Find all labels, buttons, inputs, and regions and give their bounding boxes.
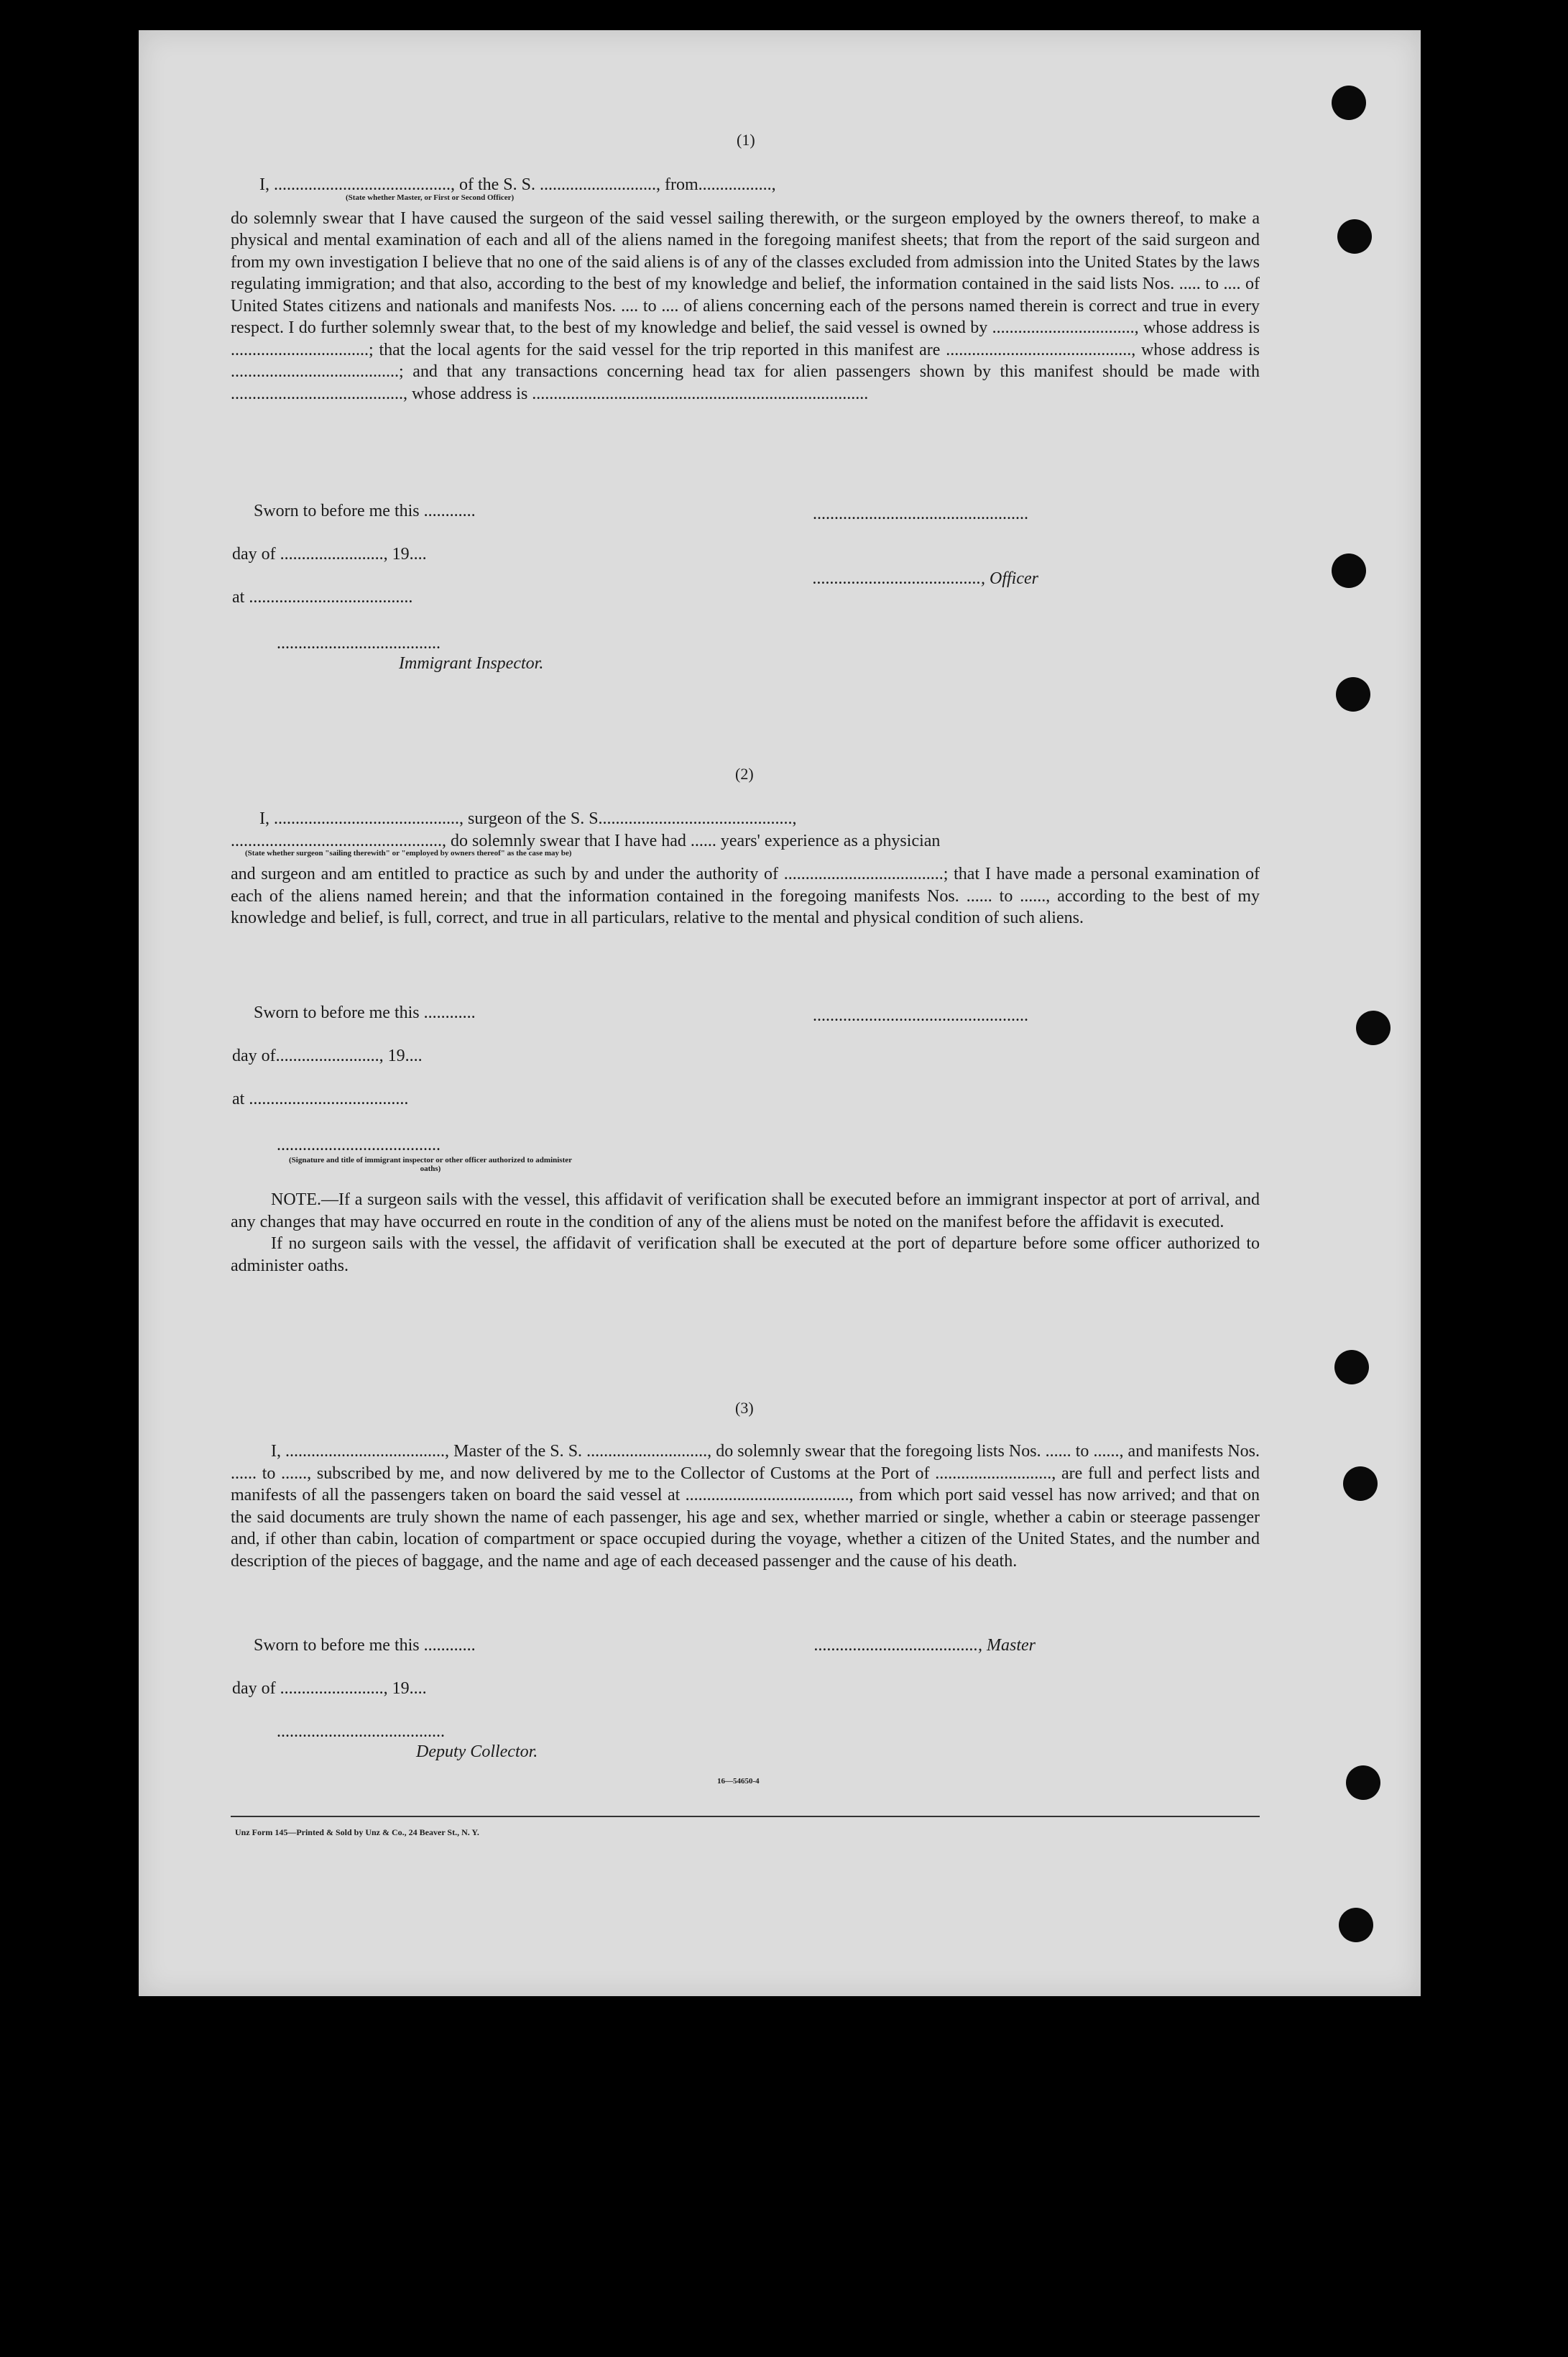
section-2-note-1: NOTE.—If a surgeon sails with the vessel, this affidavit of verification shall be executed before an immigrant inspector at port of arrival, and any changes that may have occurred en route in the condition of any of the aliens must be noted on the manifest before the affidavit is executed. (231, 1190, 1260, 1231)
punch-hole (1332, 553, 1366, 588)
punch-hole (1337, 219, 1372, 254)
section-2-signature-line: .................................................. (813, 1006, 1028, 1025)
section-1-number: (1) (737, 131, 755, 149)
section-3 (231, 1441, 1260, 1572)
section-3-master-line: ......................................, Master (814, 1636, 1036, 1655)
section-2-note-2: If no surgeon sails with the vessel, the affidavit of verification shall be executed at the port of departure before some officer authorized to administer oaths. (231, 1234, 1260, 1275)
section-3-sworn: Sworn to before me this ............ (254, 1636, 476, 1655)
punch-hole (1356, 1011, 1391, 1045)
section-1-paragraph: do solemnly swear that I have caused the surgeon of the said vessel sailing therewith, or the surgeon employed by the owners thereof, to make a physical and mental examination of each and all of the aliens named in the foregoing manifest sheets; that from the report of the said surgeon and from my own investigation I believe that no one of the said aliens is of any of the classes excluded from admission into the United States by the laws regulating immigration; and that also, according to the best of my knowledge and belief, the information contained in the said lists Nos. ..... to .... of United States citizens and nationals and manifests Nos. .... to .... of aliens concerning each of the persons named therein is correct and true in every respect. I do further solemnly swear that, to the best of my knowledge and belief, the said vessel is owned by ................................., whose address is ................................; that the local agents for the said vessel for the trip reported in this manifest are ..........................................., whose address is .......................................; and that any transactions concerning head tax for alien passengers shown by this manifest should be made with ........................................, whose address is .............................................................................. (231, 208, 1260, 403)
section-2-sworn: Sworn to before me this ............ (254, 1003, 476, 1022)
punch-hole (1332, 86, 1366, 120)
section-1-day: day of ........................, 19.... (232, 545, 427, 564)
section-1 (231, 174, 1260, 405)
section-1-opening-line: I, ........................................., of the S. S. ..........................., from................., (259, 175, 776, 194)
section-1-inspector-line: ...................................... (277, 634, 441, 653)
section-2-day: day of........................, 19.... (232, 1047, 423, 1065)
section-1-opening-note: (State whether Master, or First or Second Officer) (346, 193, 515, 202)
bottom-rule (231, 1816, 1260, 1817)
section-2-paragraph: and surgeon and am entitled to practice as such by and under the authority of .....................................; that I have made a personal examination of each of the aliens named herein; and that the information contained in the foregoing manifests Nos. ...... to ......, according to the best of my knowledge and belief, is full, correct, and true in all particulars, relative to the mental and physical condition of such aliens. (231, 865, 1260, 927)
punch-hole (1343, 1466, 1378, 1501)
punch-hole (1336, 677, 1370, 712)
section-3-paragraph: I, ....................................., Master of the S. S. ............................, do solemnly swear that the foregoing lists Nos. ...... to ......, and manifests Nos. ...... to ......, subscribed by me, and now delivered by me to the Collector of Customs at the Port of ..........................., are full and perfect lists and manifests of all the passengers taken on board the said vessel at ......................................, from which port said vessel has now arrived; and that on the said documents are truly shown the name of each passenger, his age and sex, whether married or single, whether a cabin or steerage passenger and, if other than cabin, location of compartment or space occupied during the voyage, whether a citizen of the United States, and the number and description of the pieces of baggage, and the name and age of each deceased passenger and the cause of his death. (231, 1442, 1260, 1571)
section-2-line-2: ................................................., do solemnly swear that I have had ...... years' experience as a physician (231, 831, 941, 850)
section-1-at: at ...................................... (232, 588, 413, 607)
punch-hole (1334, 1350, 1369, 1384)
section-1-officer-line: ......................................., Officer (813, 569, 1038, 588)
section-2-number: (2) (735, 765, 754, 783)
section-2-notes (231, 1189, 1260, 1277)
section-3-number: (3) (735, 1399, 754, 1417)
section-2 (231, 808, 1260, 929)
punch-hole (1346, 1765, 1380, 1800)
section-1-inspector-label: Immigrant Inspector. (399, 654, 544, 673)
section-3-day: day of ........................, 19.... (232, 1679, 427, 1698)
section-2-at: at ..................................... (232, 1090, 409, 1108)
section-2-inspector-line: ...................................... (277, 1136, 441, 1154)
section-2-line-2-note: (State whether surgeon "sailing therewith" or "employed by owners thereof" as the case may be) (245, 849, 572, 858)
section-3-collector-label: Deputy Collector. (416, 1742, 538, 1761)
form-number: 16—54650-4 (717, 1777, 760, 1786)
manifest-form-sheet (139, 30, 1421, 1996)
section-3-collector-line: ....................................... (277, 1722, 445, 1741)
printer-footer: Unz Form 145—Printed & Sold by Unz & Co., 24 Beaver St., N. Y. (235, 1827, 479, 1837)
section-2-inspector-note: (Signature and title of immigrant inspector or other officer authorized to administer oaths) (288, 1156, 573, 1173)
section-1-signature-line: .................................................. (813, 505, 1028, 523)
section-1-sworn: Sworn to before me this ............ (254, 502, 476, 520)
punch-hole (1339, 1908, 1373, 1942)
section-2-line-1: I, ..........................................., surgeon of the S. S............................................., (259, 809, 797, 828)
